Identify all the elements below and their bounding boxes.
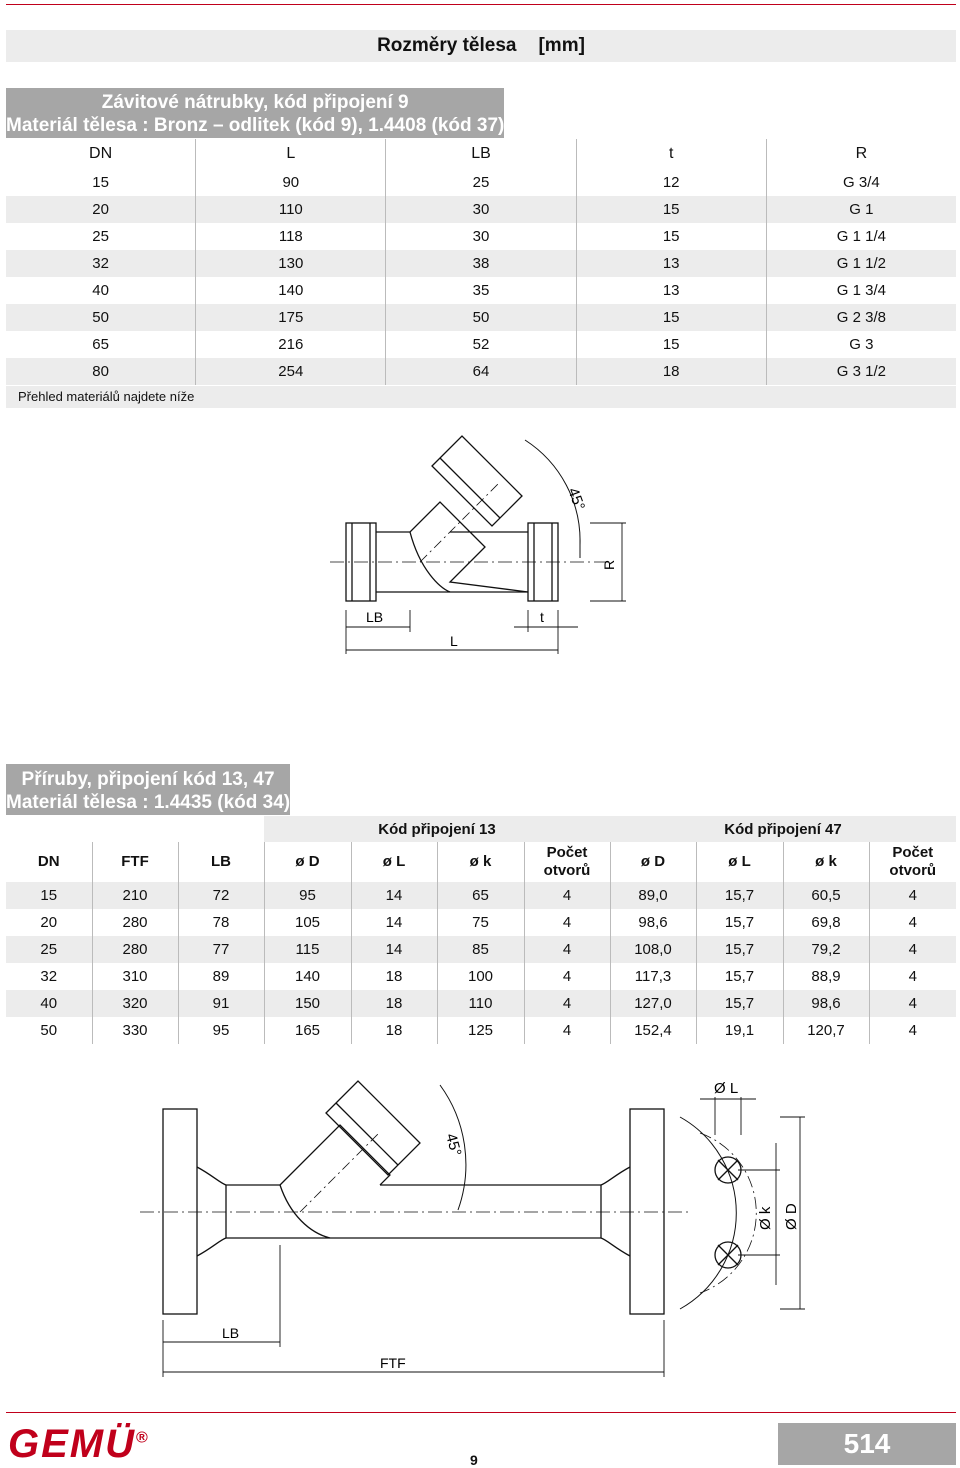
table-cell: 18 bbox=[351, 963, 437, 990]
table-cell: 13 bbox=[576, 250, 766, 277]
table-cell: 77 bbox=[178, 936, 264, 963]
table-cell: 64 bbox=[386, 358, 576, 385]
table-row bbox=[6, 304, 956, 331]
section1-heading-line1: Závitové nátrubky, kód připojení 9 bbox=[101, 92, 409, 113]
table-cell: 38 bbox=[386, 250, 576, 277]
table-cell: 12 bbox=[576, 169, 766, 196]
table-cell: 80 bbox=[6, 358, 196, 385]
registered-mark: ® bbox=[136, 1429, 150, 1447]
col-header: ø D bbox=[264, 842, 351, 882]
bottom-rule bbox=[6, 1412, 956, 1413]
group-47-header: Kód připojení 47 bbox=[610, 816, 956, 842]
table-cell: 91 bbox=[178, 990, 264, 1017]
table-row bbox=[6, 990, 956, 1017]
table-cell: 4 bbox=[524, 990, 610, 1017]
threaded-body-drawing bbox=[300, 420, 640, 660]
table-cell: 89,0 bbox=[610, 882, 696, 909]
table-cell: 50 bbox=[6, 1017, 92, 1044]
table-cell: 95 bbox=[178, 1017, 264, 1044]
table-cell: 79,2 bbox=[783, 936, 869, 963]
unit-text: [mm] bbox=[538, 35, 585, 56]
LB-label: LB bbox=[366, 609, 384, 625]
table-row bbox=[6, 250, 956, 277]
angle-label: 45° bbox=[564, 485, 588, 513]
table-cell: 254 bbox=[196, 358, 386, 385]
col-header: Počet otvorů bbox=[524, 842, 610, 882]
table-cell: 78 bbox=[178, 909, 264, 936]
table-cell: 210 bbox=[92, 882, 178, 909]
right-flange bbox=[630, 1109, 664, 1314]
table-row bbox=[6, 1017, 956, 1044]
col-header: Počet otvorů bbox=[869, 842, 956, 882]
table-cell: G 1 1/4 bbox=[766, 223, 956, 250]
table-cell: G 2 3/8 bbox=[766, 304, 956, 331]
table-cell: 330 bbox=[92, 1017, 178, 1044]
top-rule bbox=[6, 4, 956, 5]
table-cell: 117,3 bbox=[610, 963, 696, 990]
table-cell: 140 bbox=[264, 963, 351, 990]
table-cell: 14 bbox=[351, 909, 437, 936]
col-header: FTF bbox=[92, 842, 178, 882]
table-cell: 15,7 bbox=[696, 936, 783, 963]
table-cell: 152,4 bbox=[610, 1017, 696, 1044]
table-cell: 65 bbox=[437, 882, 524, 909]
table-row bbox=[6, 331, 956, 358]
col-header: ø L bbox=[696, 842, 783, 882]
title-text: Rozměry tělesa bbox=[377, 35, 517, 56]
page-number: 514 bbox=[778, 1423, 956, 1465]
left-flange bbox=[163, 1109, 197, 1314]
table-cell: G 1 3/4 bbox=[766, 277, 956, 304]
oD-label: Ø D bbox=[783, 1203, 800, 1230]
table-row bbox=[6, 277, 956, 304]
table-cell: 125 bbox=[437, 1017, 524, 1044]
table-cell: 15,7 bbox=[696, 909, 783, 936]
table-cell: 4 bbox=[869, 963, 956, 990]
table-cell: 35 bbox=[386, 277, 576, 304]
threaded-dimensions-table bbox=[6, 139, 956, 385]
table-cell: 20 bbox=[6, 909, 92, 936]
table-cell: 280 bbox=[92, 909, 178, 936]
LB-label: LB bbox=[222, 1325, 240, 1341]
t-label: t bbox=[540, 609, 544, 625]
strainer-cap bbox=[432, 436, 522, 526]
table-cell: 15 bbox=[6, 169, 196, 196]
table-cell: 30 bbox=[386, 223, 576, 250]
table-cell: 120,7 bbox=[783, 1017, 869, 1044]
col-header: DN bbox=[89, 145, 113, 162]
table-header-row bbox=[6, 139, 956, 169]
table-cell: 118 bbox=[196, 223, 386, 250]
FTF-label: FTF bbox=[380, 1355, 406, 1371]
table-cell: 50 bbox=[6, 304, 196, 331]
table-cell: G 3/4 bbox=[766, 169, 956, 196]
table-cell: 216 bbox=[196, 331, 386, 358]
R-label: R bbox=[601, 559, 617, 570]
table-cell: 4 bbox=[524, 1017, 610, 1044]
table-cell: 100 bbox=[437, 963, 524, 990]
strainer-cap bbox=[326, 1081, 420, 1175]
table-row bbox=[6, 169, 956, 196]
table-cell: 15 bbox=[6, 882, 92, 909]
table-cell: 19,1 bbox=[696, 1017, 783, 1044]
L-label: L bbox=[450, 633, 458, 649]
table-cell: 69,8 bbox=[783, 909, 869, 936]
section2-heading-line2: Materiál tělesa : 1.4435 (kód 34) bbox=[6, 792, 291, 813]
table-cell: 13 bbox=[576, 277, 766, 304]
col-header: ø L bbox=[351, 842, 437, 882]
table-cell: 4 bbox=[524, 909, 610, 936]
table-cell: 15,7 bbox=[696, 990, 783, 1017]
table-cell: 18 bbox=[576, 358, 766, 385]
table-cell: 18 bbox=[351, 1017, 437, 1044]
col-header: LB bbox=[386, 139, 576, 169]
table-cell: 110 bbox=[437, 990, 524, 1017]
ok-label: Ø k bbox=[757, 1206, 774, 1230]
table-cell: 14 bbox=[351, 936, 437, 963]
table-cell: 4 bbox=[524, 882, 610, 909]
table-cell: 127,0 bbox=[610, 990, 696, 1017]
table-cell: 4 bbox=[869, 1017, 956, 1044]
table-row bbox=[6, 909, 956, 936]
table-cell: 115 bbox=[264, 936, 351, 963]
table-cell: 32 bbox=[6, 963, 92, 990]
col-header: t bbox=[576, 139, 766, 169]
col-header: L bbox=[196, 139, 386, 169]
col-header: DN bbox=[6, 842, 92, 882]
section2-heading-line1: Příruby, připojení kód 13, 47 bbox=[21, 769, 275, 790]
table-cell: 40 bbox=[6, 277, 196, 304]
table-cell: 75 bbox=[437, 909, 524, 936]
table-cell: 15 bbox=[576, 196, 766, 223]
table-cell: G 3 bbox=[766, 331, 956, 358]
table-row bbox=[6, 223, 956, 250]
table-row bbox=[6, 963, 956, 990]
table-cell: 32 bbox=[6, 250, 196, 277]
table-cell: 65 bbox=[6, 331, 196, 358]
materials-note: Přehled materiálů najdete níže bbox=[6, 386, 956, 408]
table-cell: 15 bbox=[576, 304, 766, 331]
col-header: LB bbox=[178, 842, 264, 882]
table-cell: 25 bbox=[386, 169, 576, 196]
flange-dimensions-table bbox=[6, 816, 956, 1044]
table-cell: 52 bbox=[386, 331, 576, 358]
table-cell: 320 bbox=[92, 990, 178, 1017]
col-header: ø k bbox=[783, 842, 869, 882]
col-header: R bbox=[766, 139, 956, 169]
table-header-row bbox=[6, 842, 956, 882]
page-title bbox=[6, 30, 956, 62]
table-cell: 4 bbox=[869, 936, 956, 963]
table-cell: 40 bbox=[6, 990, 92, 1017]
brand-logo bbox=[8, 1422, 150, 1467]
table-cell: 4 bbox=[869, 882, 956, 909]
table-cell: G 3 1/2 bbox=[766, 358, 956, 385]
table-cell: 30 bbox=[386, 196, 576, 223]
section-number: 9 bbox=[470, 1452, 478, 1468]
table-cell: 20 bbox=[6, 196, 196, 223]
section2-heading bbox=[6, 764, 290, 815]
table-cell: 175 bbox=[196, 304, 386, 331]
table-cell: 4 bbox=[869, 909, 956, 936]
table-cell: 140 bbox=[196, 277, 386, 304]
table-cell: 95 bbox=[264, 882, 351, 909]
table-cell: 98,6 bbox=[610, 909, 696, 936]
table-cell: 4 bbox=[524, 936, 610, 963]
table-cell: 98,6 bbox=[783, 990, 869, 1017]
section1-heading-line2: Materiál tělesa : Bronz – odlitek (kód 9), 1.4408 (kód 37) bbox=[6, 115, 505, 136]
table-cell: 85 bbox=[437, 936, 524, 963]
table-cell: 105 bbox=[264, 909, 351, 936]
table-cell: 18 bbox=[351, 990, 437, 1017]
group-header-row bbox=[6, 816, 956, 842]
table-cell: 15 bbox=[576, 223, 766, 250]
table-cell: G 1 1/2 bbox=[766, 250, 956, 277]
table-cell: 4 bbox=[524, 963, 610, 990]
table-cell: 15 bbox=[576, 331, 766, 358]
angle-label: 45° bbox=[442, 1131, 465, 1158]
table-cell: 25 bbox=[6, 936, 92, 963]
table-cell: 90 bbox=[196, 169, 386, 196]
table-cell: 89 bbox=[178, 963, 264, 990]
table-cell: 60,5 bbox=[783, 882, 869, 909]
group-13-header: Kód připojení 13 bbox=[264, 816, 610, 842]
table-cell: 15,7 bbox=[696, 882, 783, 909]
table-row bbox=[6, 358, 956, 385]
table-row bbox=[6, 936, 956, 963]
table-cell: 15,7 bbox=[696, 963, 783, 990]
table-row bbox=[6, 882, 956, 909]
group-spacer bbox=[6, 816, 264, 842]
col-header: ø D bbox=[610, 842, 696, 882]
table-cell: 14 bbox=[351, 882, 437, 909]
table-cell: 88,9 bbox=[783, 963, 869, 990]
table-cell: 110 bbox=[196, 196, 386, 223]
table-cell: 4 bbox=[869, 990, 956, 1017]
table-cell: 280 bbox=[92, 936, 178, 963]
flanged-body-drawing bbox=[140, 1075, 840, 1385]
table-cell: 310 bbox=[92, 963, 178, 990]
section1-heading bbox=[6, 88, 504, 138]
table-cell: 130 bbox=[196, 250, 386, 277]
table-cell: 150 bbox=[264, 990, 351, 1017]
table-cell: G 1 bbox=[766, 196, 956, 223]
table-cell: 25 bbox=[6, 223, 196, 250]
table-cell: 72 bbox=[178, 882, 264, 909]
oL-label: Ø L bbox=[714, 1080, 739, 1097]
col-header: ø k bbox=[437, 842, 524, 882]
table-row bbox=[6, 196, 956, 223]
table-cell: 50 bbox=[386, 304, 576, 331]
table-cell: 165 bbox=[264, 1017, 351, 1044]
brand-text: GEMÜ bbox=[8, 1422, 136, 1466]
table-cell: 108,0 bbox=[610, 936, 696, 963]
